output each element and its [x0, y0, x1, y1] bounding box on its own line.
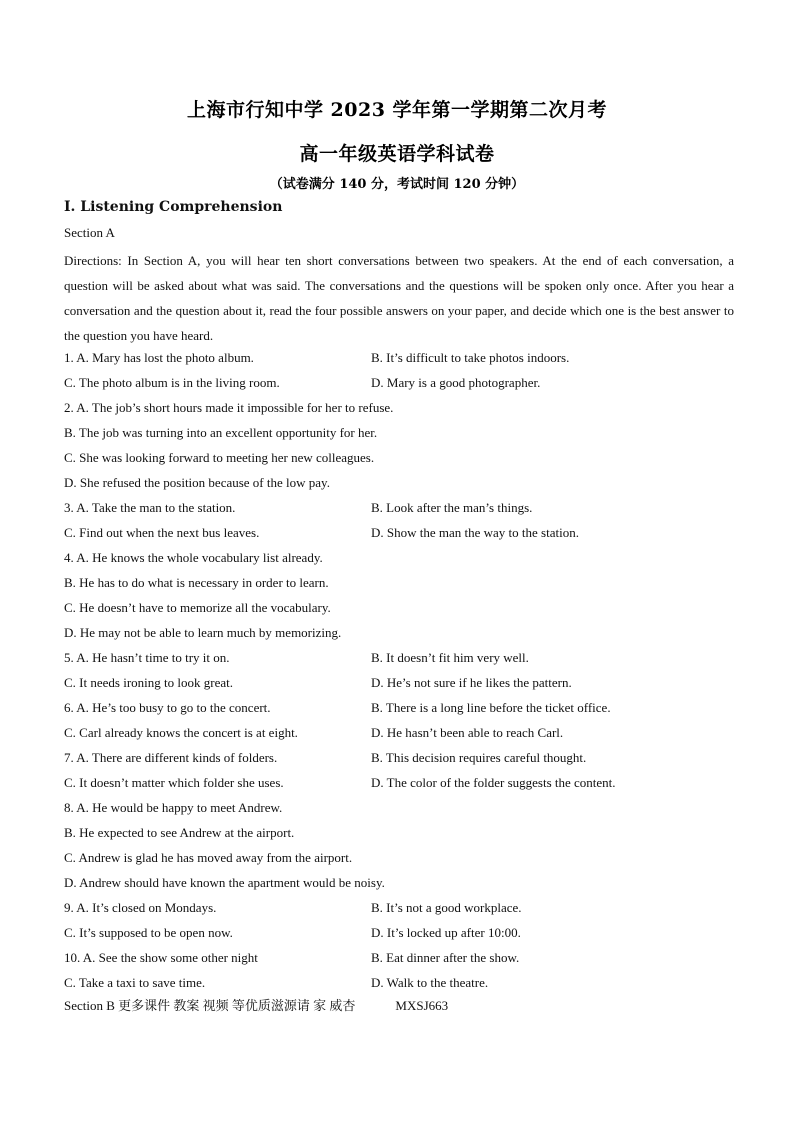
watermark-code: MXSJ663	[395, 998, 449, 1013]
question-row	[64, 695, 734, 720]
answer-option: D. He may not be able to learn much by memorizing.	[64, 625, 342, 640]
answer-option: D. Andrew should have known the apartment would be noisy.	[64, 875, 385, 890]
question-row	[64, 845, 734, 870]
answer-option: C. Find out when the next bus leaves.	[64, 525, 260, 540]
question-row	[64, 445, 734, 470]
section-a-label: Section A	[64, 225, 115, 240]
directions-paragraph: Directions: In Section A, you will hear ten short conversations between two speakers. At the end of each conversation, a question will be asked about what was said. The conversations and the questions will be spoken only once. After you hear a conversation and the question about it, read the four possible answers on your paper, and decide which one is the best answer to the question you have heard.	[64, 253, 734, 343]
answer-option: C. Andrew is glad he has moved away from the airport.	[64, 850, 353, 865]
question-row	[64, 420, 734, 445]
question-row	[64, 970, 734, 995]
answer-option: B. This decision requires careful thought.	[371, 750, 587, 765]
question-row	[64, 720, 734, 745]
section-b-footer	[64, 995, 448, 1014]
answer-option: 8. A. He would be happy to meet Andrew.	[64, 800, 283, 815]
question-row	[64, 595, 734, 620]
question-row	[64, 520, 734, 545]
answer-option: D. Show the man the way to the station.	[371, 525, 579, 540]
section-heading-listening: Ⅰ. Listening Comprehension	[64, 199, 283, 215]
question-row	[64, 945, 734, 970]
answer-option: C. The photo album is in the living room.	[64, 375, 280, 390]
question-row	[64, 545, 734, 570]
answer-option: 3. A. Take the man to the station.	[64, 500, 236, 515]
answer-option: B. The job was turning into an excellent opportunity for her.	[64, 425, 378, 440]
answer-option: B. It doesn’t fit him very well.	[371, 650, 529, 665]
question-row	[64, 370, 734, 395]
question-row	[64, 670, 734, 695]
answer-option: C. It’s supposed to be open now.	[64, 925, 233, 940]
section-b-label: Section B 更多课件 教案 视频 等优质滋源请 家 威杏	[64, 998, 356, 1013]
answer-option: D. Mary is a good photographer.	[371, 375, 541, 390]
answer-option: C. Carl already knows the concert is at eight.	[64, 725, 298, 740]
question-row	[64, 895, 734, 920]
answer-option: C. She was looking forward to meeting her new colleagues.	[64, 450, 375, 465]
question-row	[64, 870, 734, 895]
question-row	[64, 770, 734, 795]
answer-option: 7. A. There are different kinds of folders.	[64, 750, 278, 765]
question-row	[64, 645, 734, 670]
answer-option: B. Eat dinner after the show.	[371, 950, 520, 965]
question-row	[64, 745, 734, 770]
question-row	[64, 795, 734, 820]
answer-option: C. He doesn’t have to memorize all the vocabulary.	[64, 600, 331, 615]
question-row	[64, 495, 734, 520]
answer-option: D. The color of the folder suggests the content.	[371, 775, 616, 790]
answer-option: C. Take a taxi to save time.	[64, 975, 206, 990]
answer-option: D. He’s not sure if he likes the pattern.	[371, 675, 572, 690]
answer-option: 6. A. He’s too busy to go to the concert.	[64, 700, 271, 715]
answer-option: B. Look after the man’s things.	[371, 500, 533, 515]
answer-option: D. It’s locked up after 10:00.	[371, 925, 521, 940]
question-row	[64, 570, 734, 595]
exam-subject-title: 高一年级英语学科试卷	[299, 143, 495, 165]
answer-option: B. It’s not a good workplace.	[371, 900, 522, 915]
answer-option: B. He has to do what is necessary in order to learn.	[64, 575, 329, 590]
answer-option: 10. A. See the show some other night	[64, 950, 258, 965]
answer-option: B. He expected to see Andrew at the airport.	[64, 825, 295, 840]
question-row	[64, 820, 734, 845]
answer-option: B. It’s difficult to take photos indoors.	[371, 350, 570, 365]
exam-title: 上海市行知中学 2023 学年第一学期第二次月考	[186, 99, 608, 121]
answer-option: 5. A. He hasn’t time to try it on.	[64, 650, 230, 665]
answer-option: C. It needs ironing to look great.	[64, 675, 233, 690]
question-row	[64, 920, 734, 945]
answer-option: B. There is a long line before the ticket office.	[371, 700, 611, 715]
answer-option: 4. A. He knows the whole vocabulary list already.	[64, 550, 323, 565]
answer-option: C. It doesn’t matter which folder she uses.	[64, 775, 284, 790]
question-list	[64, 345, 734, 995]
question-row	[64, 345, 734, 370]
answer-option: D. Walk to the theatre.	[371, 975, 489, 990]
answer-option: 2. A. The job’s short hours made it impossible for her to refuse.	[64, 400, 394, 415]
answer-option: 9. A. It’s closed on Mondays.	[64, 900, 217, 915]
answer-option: D. She refused the position because of the low pay.	[64, 475, 330, 490]
question-row	[64, 620, 734, 645]
question-row	[64, 470, 734, 495]
question-row	[64, 395, 734, 420]
answer-option: 1. A. Mary has lost the photo album.	[64, 350, 254, 365]
answer-option: D. He hasn’t been able to reach Carl.	[371, 725, 564, 740]
exam-info-subtitle: （试卷满分 140 分，考试时间 120 分钟）	[269, 177, 525, 192]
